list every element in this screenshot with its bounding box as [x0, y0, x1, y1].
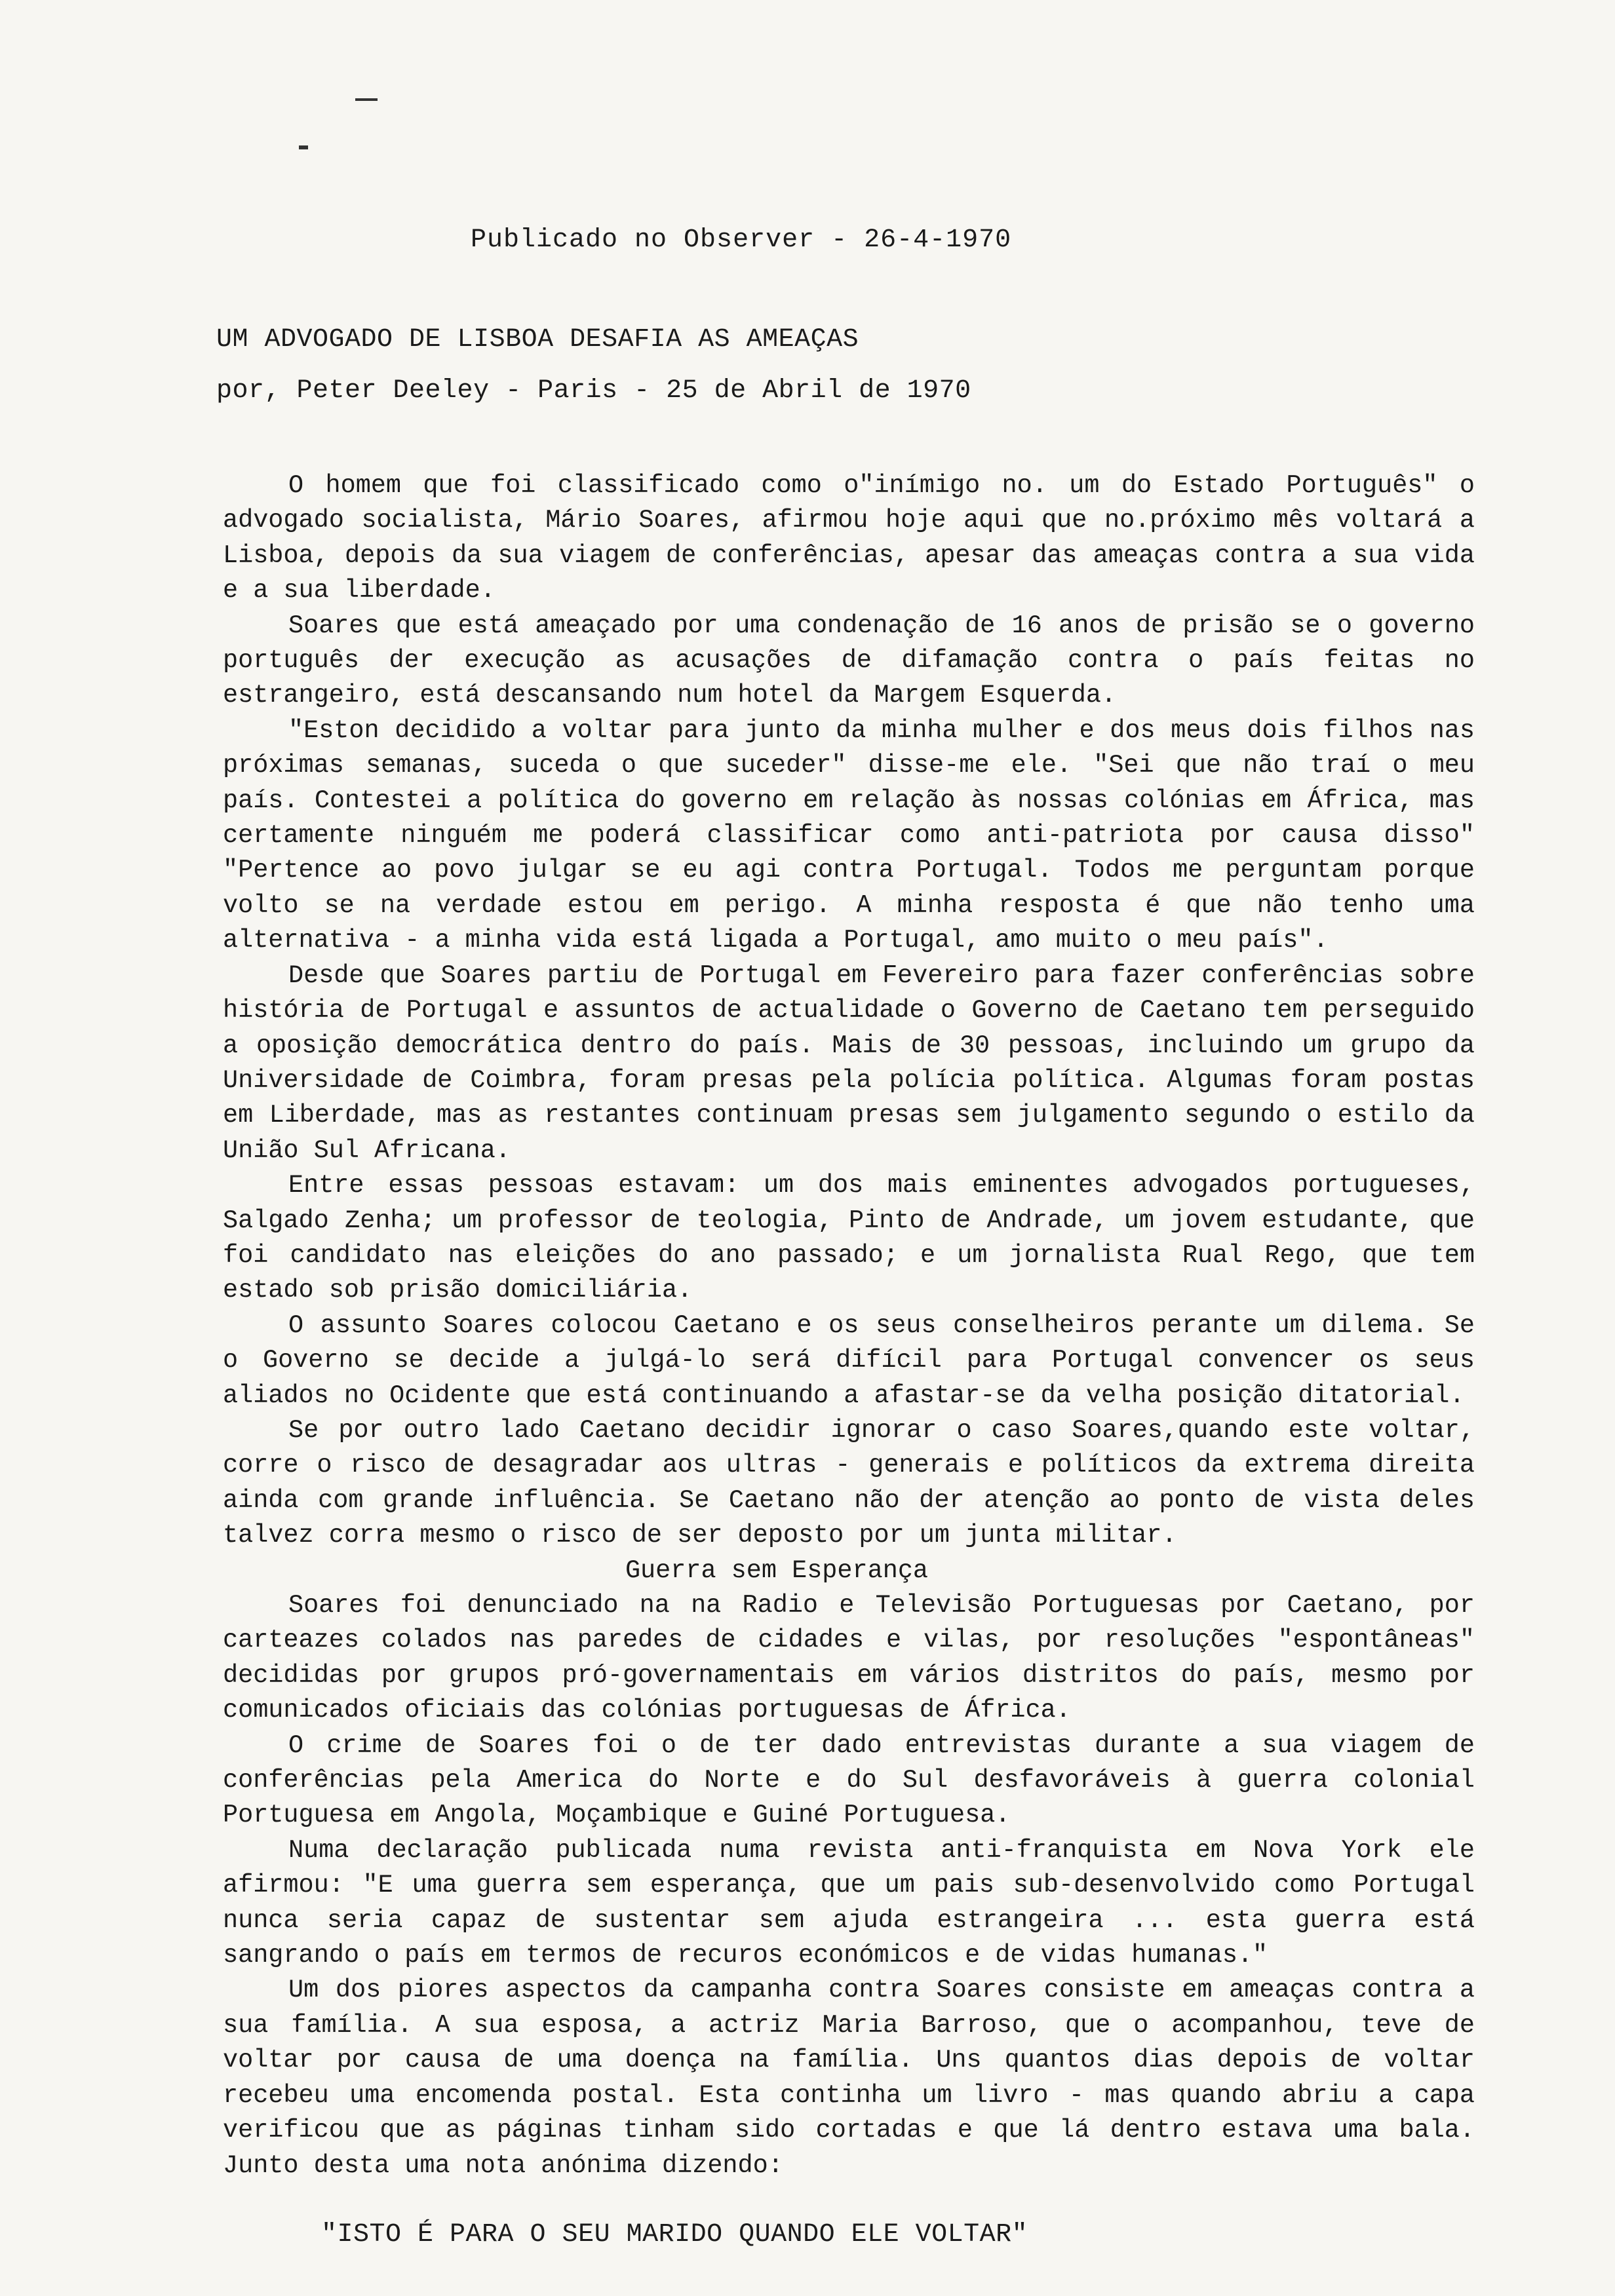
section-subheading: Guerra sem Esperança [625, 1556, 929, 1585]
article-body [223, 469, 1475, 2183]
paragraph: Entre essas pessoas estavam: um dos mais eminentes advogados portugueses, Salgado Zenha; um professor de teologia, Pinto de Andrade, um jovem estudante, que foi candidato nas eleições do ano passado; e um jornalista Rual Rego, que tem estado sob prisão domiciliária. [223, 1171, 1475, 1305]
paragraph: "Eston decidido a voltar para junto da minha mulher e dos meus dois filhos nas próximas semanas, suceda o que suceder" disse-me ele. "Sei que não traí o meu país. Contestei a política do governo em relação às nossas colónias em África, mas certamente ninguém me poderá classificar como anti-patriota por causa disso" "Pertence ao povo julgar se eu agi contra Portugal. Todos me perguntam porque volto se na verdade estou em perigo. A minha resposta é que não tenho uma alternativa - a minha vida está ligada a Portugal, amo muito o meu país". [223, 716, 1475, 955]
paragraph: Um dos piores aspectos da campanha contra Soares consiste em ameaças contra a sua família. A sua esposa, a actriz Maria Barroso, que o acompanhou, teve de voltar por causa de uma doença na família. Uns quantos dias depois de voltar recebeu uma encomenda postal. Esta continha um livro - mas quando abriu a capa verificou que as páginas tinham sido cortadas e que lá dentro estava uma bala. Junto desta uma nota anónima dizendo: [223, 1976, 1475, 2180]
paragraph: O crime de Soares foi o de ter dado entrevistas durante a sua viagem de conferências pela America do Norte e do Sul desfavoráveis à guerra colonial Portuguesa em Angola, Moçambique e Guiné Portuguesa. [223, 1731, 1475, 1830]
paragraph: Soares foi denunciado na na Radio e Televisão Portuguesas por Caetano, por carteazes colados nas paredes de cidades e vilas, por resoluções "espontâneas" decididas por grupos pró-governamentais em vários distritos do país, mesmo por comunicados oficiais das colónias portuguesas de África. [223, 1591, 1475, 1725]
paragraph: Numa declaração publicada numa revista anti-franquista em Nova York ele afirmou: "E uma guerra sem esperança, que um pais sub-desenvolvido como Portugal nunca seria capaz de sustentar sem ajuda estrangeira ... esta guerra está sangrando o país em termos de recuros económicos e de vidas humanas." [223, 1835, 1475, 1970]
paragraph: Desde que Soares partiu de Portugal em Fevereiro para fazer conferências sobre história de Portugal e assuntos de actualidade o Governo de Caetano tem perseguido a oposição democrática dentro do país. Mais de 30 pessoas, incluindo um grupo da Universidade de Coimbra, foram presas pela polícia política. Algumas foram postas em Liberdade, mas as restantes continuam presas sem julgamento segundo o estilo da União Sul Africana. [223, 961, 1475, 1165]
paragraph: O assunto Soares colocou Caetano e os seus conselheiros perante um dilema. Se o Governo se decide a julgá-lo será difícil para Portugal convencer os seus aliados no Ocidente que está continuando a afastar-se da velha posição ditatorial. [223, 1311, 1475, 1410]
headline: UM ADVOGADO DE LISBOA DESAFIA AS AMEAÇAS [216, 325, 859, 354]
paragraph: Se por outro lado Caetano decidir ignorar o caso Soares,quando este voltar, corre o risco de desagradar aos ultras - generais e políticos da extrema direita ainda com grande influência. Se Caetano não der atenção ao ponto de vista deles talvez corra mesmo o risco de ser deposto por um junta militar. [223, 1415, 1475, 1550]
stray-mark [299, 145, 308, 149]
paragraph: Soares que está ameaçado por uma condenação de 16 anos de prisão se o governo português der execução as acusações de difamação contra o país feitas no estrangeiro, está descansando num hotel da Margem Esquerda. [223, 611, 1475, 710]
stray-mark [355, 98, 378, 101]
closing-quote: "ISTO É PARA O SEU MARIDO QUANDO ELE VOLTAR" [321, 2220, 1028, 2249]
byline: por, Peter Deeley - Paris - 25 de Abril de 1970 [216, 376, 971, 406]
publication-line: Publicado no Observer - 26-4-1970 [471, 225, 1012, 255]
paragraph: O homem que foi classificado como o"inímigo no. um do Estado Português" o advogado socialista, Mário Soares, afirmou hoje aqui que no.próximo mês voltará a Lisboa, depois da sua viagem de conferências, apesar das ameaças contra a sua vida e a sua liberdade. [223, 471, 1475, 605]
